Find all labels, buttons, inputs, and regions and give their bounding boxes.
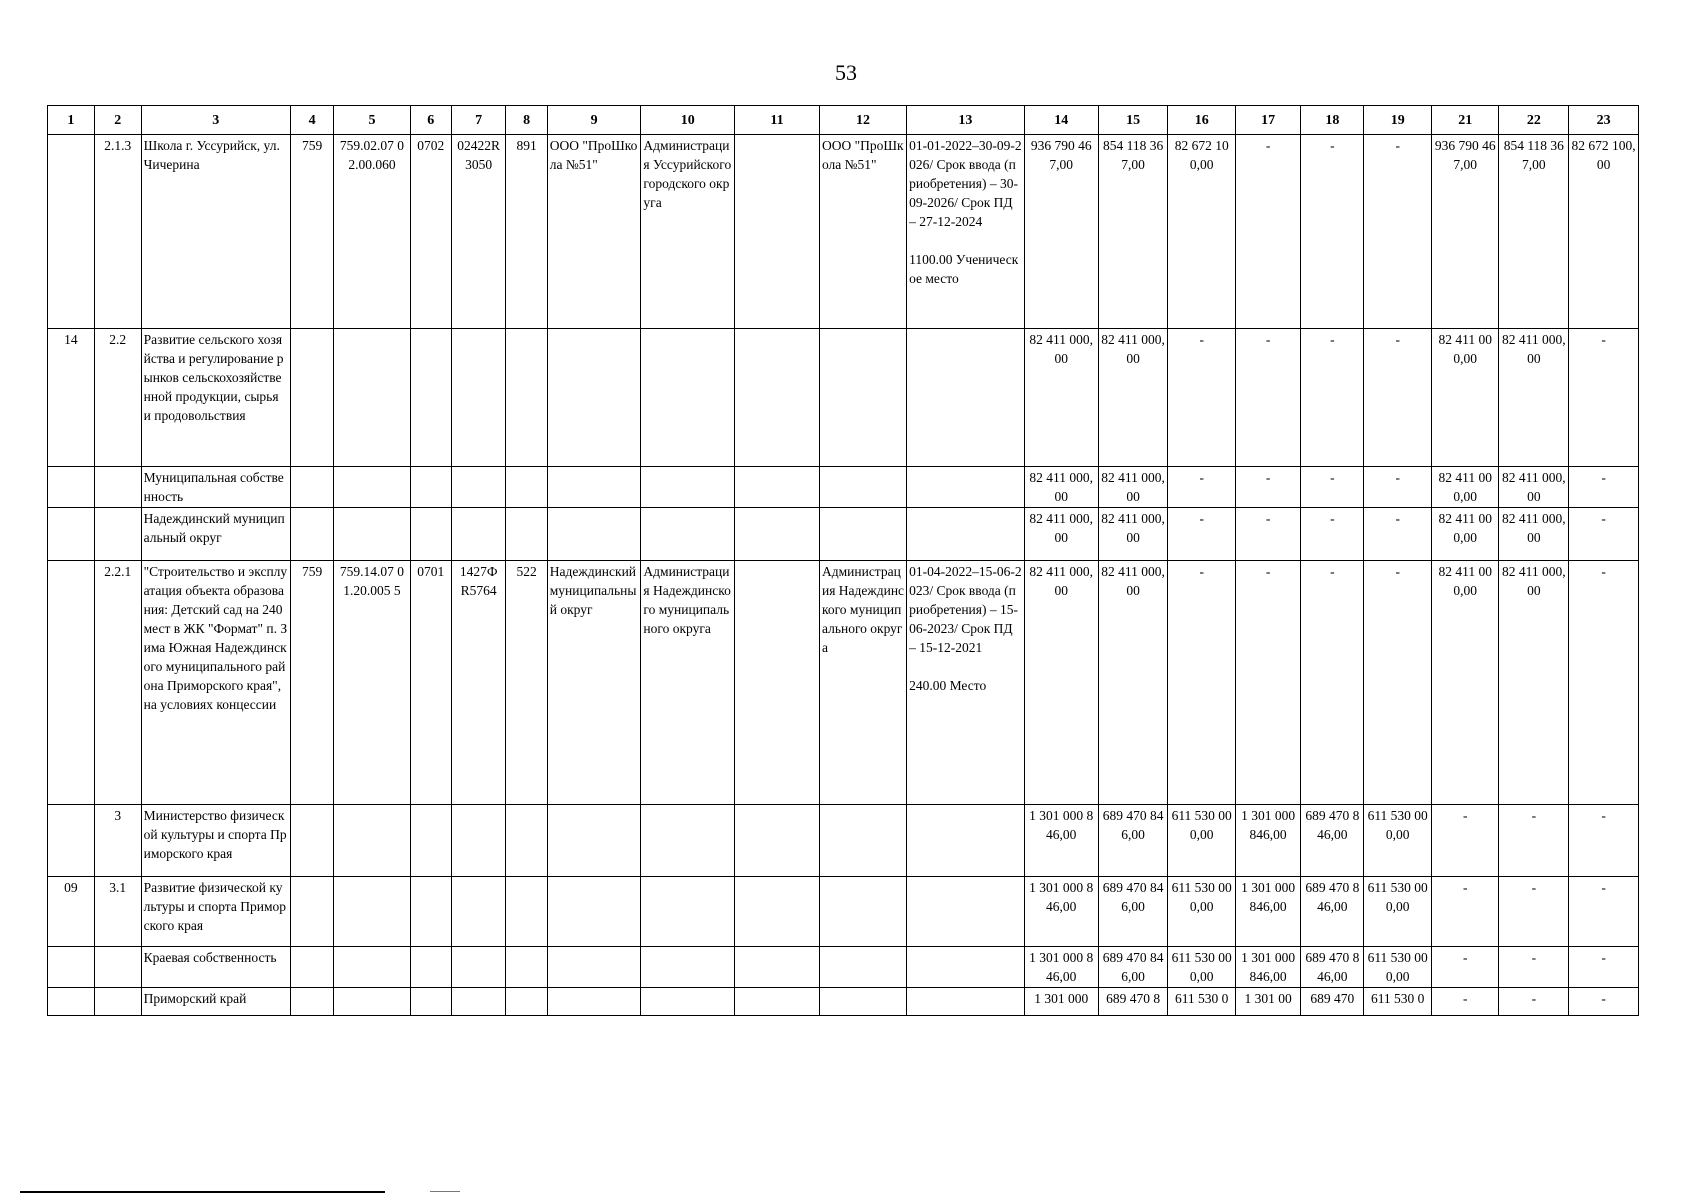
table-cell-col-6 (410, 805, 451, 877)
table-cell-col-13 (907, 508, 1025, 561)
table-cell-col-14: 82 411 000,00 (1024, 329, 1098, 467)
table-cell-col-8 (506, 329, 547, 467)
table-cell-col-21: 82 411 000,00 (1431, 467, 1499, 508)
col-header-19: 19 (1364, 106, 1432, 135)
table-cell-col-21: 82 411 000,00 (1431, 561, 1499, 805)
table-cell-col-18: 689 470 846,00 (1301, 805, 1364, 877)
table-cell-col-6 (410, 329, 451, 467)
table-row (48, 329, 1639, 467)
table-cell-col-23: - (1569, 329, 1639, 467)
table-cell-col-19: 611 530 000,00 (1364, 805, 1432, 877)
table-cell-col-5 (334, 947, 410, 988)
table-cell-col-10 (641, 988, 735, 1016)
table-cell-col-13 (907, 947, 1025, 988)
table-cell-col-21: - (1431, 947, 1499, 988)
table-cell-col-18: - (1301, 561, 1364, 805)
table-cell-col-13 (907, 805, 1025, 877)
table-cell-col-22: 854 118 367,00 (1499, 135, 1569, 329)
col-header-10: 10 (641, 106, 735, 135)
table-cell-col-16: 82 672 100,00 (1168, 135, 1236, 329)
table-cell-col-23: 82 672 100,00 (1569, 135, 1639, 329)
table-cell-col-9 (547, 805, 641, 877)
table-cell-col-10: Администрация Надеждинского муниципального округа (641, 561, 735, 805)
table-cell-col-22: 82 411 000,00 (1499, 508, 1569, 561)
table-cell-col-21: - (1431, 988, 1499, 1016)
col-header-4: 4 (290, 106, 334, 135)
table-cell-col-1: 14 (48, 329, 95, 467)
table-cell-col-7: 1427Ф R5764 (451, 561, 505, 805)
table-cell-col-5 (334, 805, 410, 877)
table-cell-col-2 (94, 988, 141, 1016)
table-cell-col-13: 01-04-2022–15-06-2023/ Срок ввода (приобретения) – 15-06-2023/ Срок ПД – 15-12-2021 240.00 Место (907, 561, 1025, 805)
table-cell-col-8 (506, 805, 547, 877)
table-cell-col-9: Надеждинский муниципальный округ (547, 561, 641, 805)
table-cell-col-15: 82 411 000,00 (1098, 467, 1168, 508)
table-cell-col-1: 09 (48, 877, 95, 947)
table-cell-col-1 (48, 135, 95, 329)
table-cell-col-1 (48, 947, 95, 988)
table-cell-col-19: 611 530 000,00 (1364, 947, 1432, 988)
table-cell-col-7: 02422R 3050 (451, 135, 505, 329)
table-cell-col-23: - (1569, 805, 1639, 877)
table-cell-col-9: ООО "ПроШкола №51" (547, 135, 641, 329)
table-cell-col-3: "Строительство и эксплуатация объекта образования: Детский сад на 240 мест в ЖК "Формат" п. Зима Южная Надеждинского муниципального района Приморского края", на условиях концессии (141, 561, 290, 805)
table-cell-col-13 (907, 877, 1025, 947)
table-cell-col-4 (290, 805, 334, 877)
table-cell-col-12 (819, 329, 906, 467)
table-cell-col-15: 82 411 000,00 (1098, 329, 1168, 467)
col-header-3: 3 (141, 106, 290, 135)
table-cell-col-7 (451, 805, 505, 877)
table-cell-col-15: 82 411 000,00 (1098, 508, 1168, 561)
col-header-17: 17 (1235, 106, 1300, 135)
table-row (48, 508, 1639, 561)
table-row (48, 877, 1639, 947)
table-cell-col-12 (819, 467, 906, 508)
table-row (48, 947, 1639, 988)
table-cell-col-17: 1 301 000 846,00 (1235, 877, 1300, 947)
col-header-13: 13 (907, 106, 1025, 135)
table-cell-col-2: 2.2 (94, 329, 141, 467)
table-cell-col-19: 611 530 000,00 (1364, 877, 1432, 947)
table-cell-col-5 (334, 467, 410, 508)
table-cell-col-21: 82 411 000,00 (1431, 508, 1499, 561)
col-header-14: 14 (1024, 106, 1098, 135)
table-cell-col-11 (735, 988, 820, 1016)
table-cell-col-22: - (1499, 988, 1569, 1016)
table-cell-col-16: - (1168, 508, 1236, 561)
table-cell-col-8 (506, 508, 547, 561)
table-cell-col-10 (641, 805, 735, 877)
table-cell-col-11 (735, 561, 820, 805)
table-cell-col-19: 611 530 0 (1364, 988, 1432, 1016)
table-cell-col-14: 82 411 000,00 (1024, 561, 1098, 805)
table-cell-col-18: - (1301, 135, 1364, 329)
table-cell-col-18: 689 470 846,00 (1301, 877, 1364, 947)
table-cell-col-23: - (1569, 467, 1639, 508)
table-cell-col-19: - (1364, 467, 1432, 508)
table-cell-col-11 (735, 467, 820, 508)
table-cell-col-21: - (1431, 805, 1499, 877)
table-cell-col-4 (290, 988, 334, 1016)
table-cell-col-4: 759 (290, 561, 334, 805)
table-cell-col-5 (334, 329, 410, 467)
table-cell-col-1 (48, 805, 95, 877)
table-cell-col-9 (547, 329, 641, 467)
table-cell-col-13 (907, 467, 1025, 508)
table-cell-col-3: Надеждинский муниципальный округ (141, 508, 290, 561)
budget-table (47, 105, 1639, 1016)
table-cell-col-18: - (1301, 329, 1364, 467)
table-cell-col-11 (735, 805, 820, 877)
col-header-16: 16 (1168, 106, 1236, 135)
table-cell-col-22: - (1499, 877, 1569, 947)
table-cell-col-14: 1 301 000 846,00 (1024, 805, 1098, 877)
table-cell-col-3: Развитие сельского хозяйства и регулирование рынков сельскохозяйственной продукции, сырья и продовольствия (141, 329, 290, 467)
table-cell-col-4 (290, 947, 334, 988)
table-cell-col-18: 689 470 846,00 (1301, 947, 1364, 988)
table-cell-col-6 (410, 877, 451, 947)
table-cell-col-13 (907, 329, 1025, 467)
table-cell-col-23: - (1569, 508, 1639, 561)
table-cell-col-10 (641, 467, 735, 508)
table-cell-col-11 (735, 508, 820, 561)
table-cell-col-7 (451, 947, 505, 988)
table-cell-col-8: 522 (506, 561, 547, 805)
table-cell-col-13: 01-01-2022–30-09-2026/ Срок ввода (приобретения) – 30-09-2026/ Срок ПД – 27-12-2024 1100.00 Ученическое место (907, 135, 1025, 329)
page-number: 53 (835, 60, 857, 85)
col-header-22: 22 (1499, 106, 1569, 135)
table-row (48, 988, 1639, 1016)
table-cell-col-3: Муниципальная собственность (141, 467, 290, 508)
table-cell-col-2 (94, 947, 141, 988)
table-cell-col-17: - (1235, 135, 1300, 329)
table-cell-col-5 (334, 508, 410, 561)
col-header-15: 15 (1098, 106, 1168, 135)
col-header-18: 18 (1301, 106, 1364, 135)
table-cell-col-1 (48, 561, 95, 805)
table-cell-col-3: Развитие физической культуры и спорта Приморского края (141, 877, 290, 947)
table-cell-col-9 (547, 877, 641, 947)
table-cell-col-10 (641, 329, 735, 467)
col-header-12: 12 (819, 106, 906, 135)
table-cell-col-11 (735, 877, 820, 947)
table-cell-col-10: Администрация Уссурийского городского округа (641, 135, 735, 329)
table-cell-col-12: ООО "ПроШкола №51" (819, 135, 906, 329)
table-cell-col-17: - (1235, 561, 1300, 805)
table-cell-col-22: 82 411 000,00 (1499, 329, 1569, 467)
table-cell-col-8 (506, 467, 547, 508)
table-cell-col-1 (48, 508, 95, 561)
table-cell-col-6 (410, 988, 451, 1016)
table-cell-col-8 (506, 947, 547, 988)
col-header-1: 1 (48, 106, 95, 135)
col-header-11: 11 (735, 106, 820, 135)
table-cell-col-5: 759.02.07 02.00.060 (334, 135, 410, 329)
table-cell-col-9 (547, 467, 641, 508)
table-cell-col-2: 2.1.3 (94, 135, 141, 329)
table-cell-col-19: - (1364, 561, 1432, 805)
table-cell-col-16: - (1168, 467, 1236, 508)
table-cell-col-23: - (1569, 988, 1639, 1016)
table-cell-col-23: - (1569, 877, 1639, 947)
table-cell-col-21: 82 411 000,00 (1431, 329, 1499, 467)
table-cell-col-15: 689 470 846,00 (1098, 805, 1168, 877)
table-cell-col-16: 611 530 0 (1168, 988, 1236, 1016)
table-row (48, 135, 1639, 329)
table-cell-col-15: 854 118 367,00 (1098, 135, 1168, 329)
table-cell-col-18: 689 470 (1301, 988, 1364, 1016)
table-cell-col-15: 689 470 846,00 (1098, 877, 1168, 947)
col-header-21: 21 (1431, 106, 1499, 135)
col-header-8: 8 (506, 106, 547, 135)
table-cell-col-19: - (1364, 329, 1432, 467)
table-row (48, 561, 1639, 805)
table-cell-col-6 (410, 508, 451, 561)
col-header-6: 6 (410, 106, 451, 135)
table-cell-col-14: 1 301 000 846,00 (1024, 947, 1098, 988)
table-cell-col-1 (48, 988, 95, 1016)
table-cell-col-12 (819, 988, 906, 1016)
table-cell-col-22: 82 411 000,00 (1499, 561, 1569, 805)
table-cell-col-7 (451, 988, 505, 1016)
table-cell-col-14: 1 301 000 846,00 (1024, 877, 1098, 947)
table-cell-col-22: - (1499, 947, 1569, 988)
table-cell-col-7 (451, 508, 505, 561)
table-cell-col-14: 936 790 467,00 (1024, 135, 1098, 329)
table-cell-col-2 (94, 467, 141, 508)
table-cell-col-8 (506, 988, 547, 1016)
table-cell-col-15: 82 411 000,00 (1098, 561, 1168, 805)
col-header-5: 5 (334, 106, 410, 135)
table-cell-col-4 (290, 508, 334, 561)
table-cell-col-14: 1 301 000 (1024, 988, 1098, 1016)
table-cell-col-14: 82 411 000,00 (1024, 508, 1098, 561)
table-cell-col-6 (410, 467, 451, 508)
table-header-row (48, 106, 1639, 135)
table-cell-col-9 (547, 947, 641, 988)
table-cell-col-10 (641, 877, 735, 947)
table-cell-col-17: 1 301 00 (1235, 988, 1300, 1016)
table-cell-col-1 (48, 467, 95, 508)
table-cell-col-11 (735, 947, 820, 988)
col-header-2: 2 (94, 106, 141, 135)
table-cell-col-16: 611 530 000,00 (1168, 877, 1236, 947)
table-cell-col-7 (451, 877, 505, 947)
table-cell-col-15: 689 470 846,00 (1098, 947, 1168, 988)
col-header-7: 7 (451, 106, 505, 135)
table-cell-col-21: - (1431, 877, 1499, 947)
budget-table-wrapper (47, 105, 1639, 1016)
table-cell-col-6: 0701 (410, 561, 451, 805)
table-cell-col-5 (334, 877, 410, 947)
table-cell-col-17: - (1235, 508, 1300, 561)
table-cell-col-7 (451, 329, 505, 467)
table-cell-col-17: - (1235, 467, 1300, 508)
table-cell-col-19: - (1364, 508, 1432, 561)
footer-rule-short (430, 1191, 460, 1192)
table-cell-col-16: - (1168, 329, 1236, 467)
table-cell-col-23: - (1569, 947, 1639, 988)
table-cell-col-16: 611 530 000,00 (1168, 947, 1236, 988)
table-cell-col-12 (819, 947, 906, 988)
table-cell-col-6: 0702 (410, 135, 451, 329)
col-header-23: 23 (1569, 106, 1639, 135)
table-cell-col-18: - (1301, 467, 1364, 508)
table-cell-col-13 (907, 988, 1025, 1016)
table-cell-col-2 (94, 508, 141, 561)
table-cell-col-3: Школа г. Уссурийск, ул. Чичерина (141, 135, 290, 329)
table-cell-col-19: - (1364, 135, 1432, 329)
table-cell-col-6 (410, 947, 451, 988)
table-row (48, 805, 1639, 877)
table-cell-col-18: - (1301, 508, 1364, 561)
table-cell-col-22: - (1499, 805, 1569, 877)
table-cell-col-5: 759.14.07 01.20.005 5 (334, 561, 410, 805)
table-row (48, 467, 1639, 508)
footer-rule (20, 1191, 385, 1193)
table-cell-col-5 (334, 988, 410, 1016)
table-cell-col-4 (290, 467, 334, 508)
table-cell-col-9 (547, 988, 641, 1016)
col-header-9: 9 (547, 106, 641, 135)
table-cell-col-9 (547, 508, 641, 561)
table-cell-col-7 (451, 467, 505, 508)
table-cell-col-14: 82 411 000,00 (1024, 467, 1098, 508)
table-cell-col-16: 611 530 000,00 (1168, 805, 1236, 877)
table-cell-col-8 (506, 877, 547, 947)
table-cell-col-12 (819, 508, 906, 561)
table-cell-col-17: 1 301 000 846,00 (1235, 805, 1300, 877)
table-cell-col-17: - (1235, 329, 1300, 467)
table-cell-col-22: 82 411 000,00 (1499, 467, 1569, 508)
table-cell-col-4 (290, 877, 334, 947)
table-cell-col-2: 3.1 (94, 877, 141, 947)
table-cell-col-2: 3 (94, 805, 141, 877)
table-cell-col-12: Администрация Надеждинского муниципального округа (819, 561, 906, 805)
table-cell-col-12 (819, 877, 906, 947)
table-cell-col-2: 2.2.1 (94, 561, 141, 805)
table-cell-col-17: 1 301 000 846,00 (1235, 947, 1300, 988)
table-cell-col-4 (290, 329, 334, 467)
table-cell-col-8: 891 (506, 135, 547, 329)
table-cell-col-11 (735, 135, 820, 329)
table-cell-col-23: - (1569, 561, 1639, 805)
table-cell-col-12 (819, 805, 906, 877)
table-cell-col-10 (641, 947, 735, 988)
table-cell-col-3: Краевая собственность (141, 947, 290, 988)
table-cell-col-3: Министерство физической культуры и спорта Приморского края (141, 805, 290, 877)
table-cell-col-10 (641, 508, 735, 561)
table-cell-col-4: 759 (290, 135, 334, 329)
table-cell-col-16: - (1168, 561, 1236, 805)
table-cell-col-3: Приморский край (141, 988, 290, 1016)
table-cell-col-11 (735, 329, 820, 467)
table-cell-col-21: 936 790 467,00 (1431, 135, 1499, 329)
table-cell-col-15: 689 470 8 (1098, 988, 1168, 1016)
